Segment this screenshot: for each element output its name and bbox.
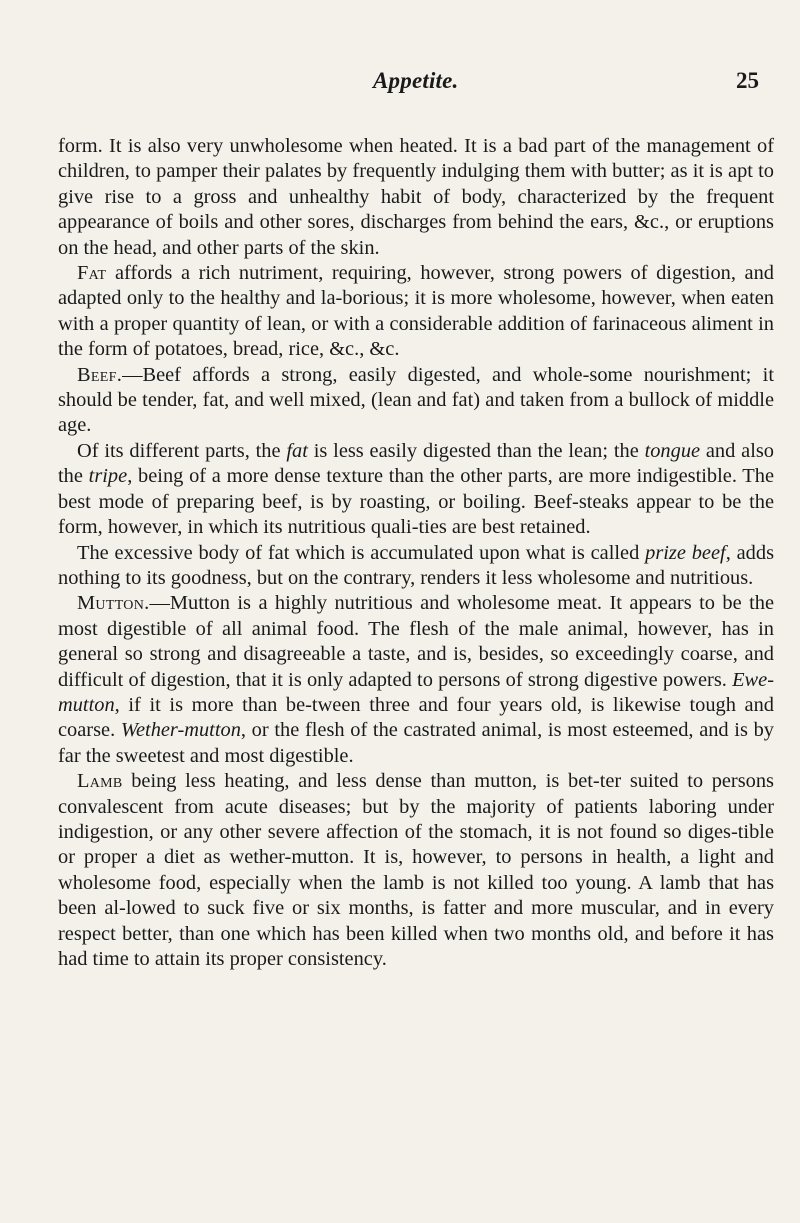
paragraph-beef: [58, 363, 774, 439]
italic-term-prize-beef: prize beef: [645, 541, 726, 564]
paragraph-fat: [58, 261, 774, 363]
section-lead-fat: Fat: [77, 262, 107, 285]
section-lead-lamb: Lamb: [77, 770, 123, 793]
text-run: , being of a more dense texture than the other parts, are more indigestible. The best mode of preparing beef, is by roasting, or boiling. Beef-steaks appear to be the form, however, in which its nutritious quali-ties are best retained.: [58, 465, 775, 539]
text-run: —Mutton is a highly nutritious and wholesome meat. It appears to be the most digestible of all animal food. The flesh of the male animal, however, has in general so strong and disagreeable a taste, and is, besides, so exceedingly coarse, and difficult of digestion, that it is only adapted to persons of strong digestive powers.: [58, 592, 774, 691]
section-lead-beef: Beef.: [77, 363, 123, 386]
text-run: is less easily digested than the lean; the: [307, 439, 645, 462]
page-number: 25: [736, 68, 759, 93]
paragraph-text: form. It is also very unwholesome when heated. It is a bad part of the management of children, to pamper their palates by frequently indulging them with butter; as it is apt to give rise to a gross and unhealthy habit of body, characterized by the frequent appearance of boils and other sores, discharges from behind the ears, &c., or eruptions on the head, and other parts of the skin.: [58, 135, 774, 259]
italic-term-tongue: tongue: [644, 439, 701, 462]
paragraph-prize-beef: [58, 541, 774, 592]
paragraph-mutton: [58, 591, 774, 769]
text-run: , if it is more than be-tween three and four years old, is likewise tough and coarse.: [58, 693, 774, 742]
paragraph-beef-parts: [58, 439, 774, 541]
text-run: The excessive body of fat which is accumulated upon what is called: [77, 541, 646, 564]
paragraph-text: —Beef affords a strong, easily digested, and whole-some nourishment; it should be tender, fat, and well mixed, (lean and fat) and taken from a bullock of middle age.: [58, 363, 774, 437]
italic-term-wether-mutton: Wether-mutton: [120, 719, 241, 742]
paragraph-butter-continued: [58, 134, 774, 261]
running-title: Appetite.: [373, 68, 459, 93]
italic-term-ewe-mutton: Ewe-mutton: [58, 668, 774, 716]
text-run: and also the: [58, 439, 774, 488]
text-run: Of its different parts, the: [77, 439, 287, 462]
italic-term-tripe: tripe: [88, 465, 128, 488]
running-head: [0, 68, 800, 108]
paragraph-lamb: [58, 769, 774, 972]
section-lead-mutton: Mutton.: [77, 592, 150, 615]
paragraph-text: affords a rich nutriment, requiring, however, strong powers of digestion, and adapted only to the healthy and la-borious; it is more wholesome, however, when eaten with a proper quantity of lean, or with a considerable addition of farinaceous aliment in the form of potatoes, bread, rice, &c., &c.: [58, 262, 774, 361]
text-run: , adds nothing to its goodness, but on the contrary, renders it less wholesome and nutritious.: [58, 541, 774, 589]
paragraph-text: being less heating, and less dense than mutton, is bet-ter suited to persons convalescent from acute diseases; but by the majority of patients laboring under indigestion, or any other severe affection of the stomach, it is not found so diges-tible or proper a diet as wether-mutton. It is, however, to persons in health, a light and wholesome food, especially when the lamb is not killed too young. A lamb that has been al-lowed to suck five or six months, is fatter and more muscular, and in every respect better, than one which has been killed when two months old, and before it has had time to attain its proper consistency.: [58, 770, 774, 970]
body-text: [58, 134, 774, 972]
italic-term-fat: fat: [286, 439, 308, 462]
text-run: , or the flesh of the castrated animal, is most esteemed, and is by far the sweetest and most digestible.: [58, 719, 774, 767]
